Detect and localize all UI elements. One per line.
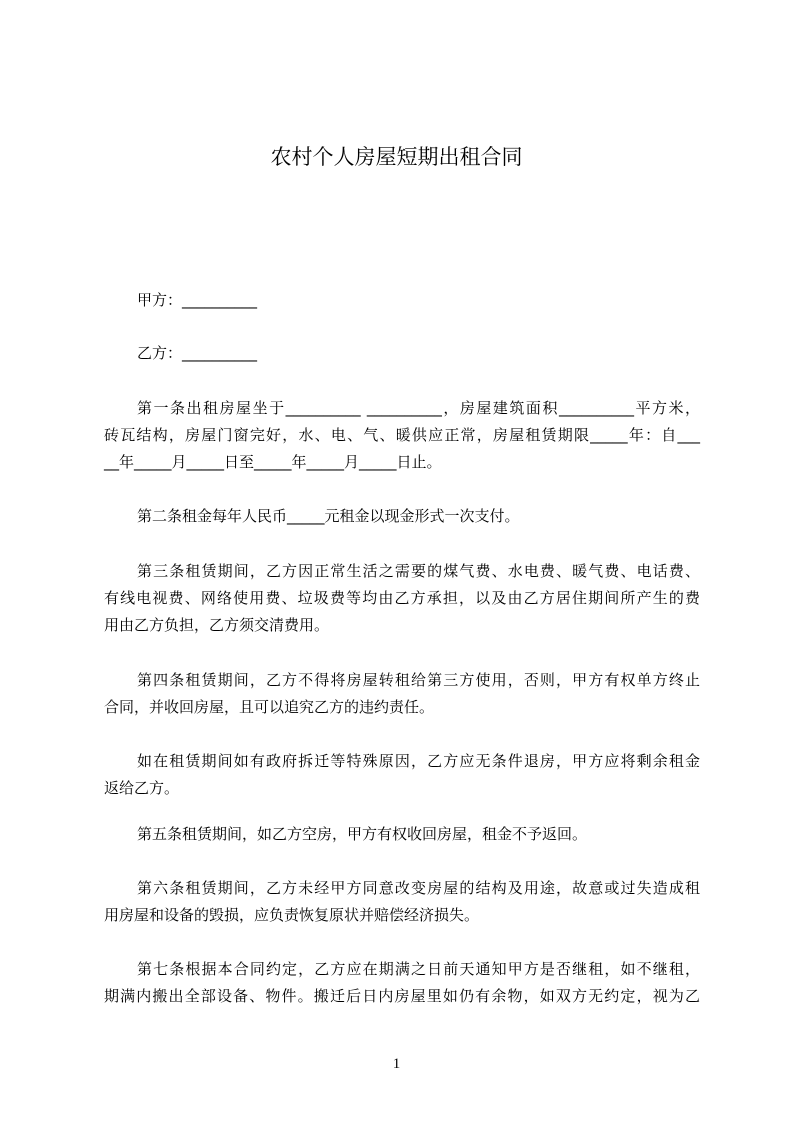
paragraph-line: 期满内搬出全部设备、物件。搬迁后日内房屋里如仍有余物，如双方无约定，视为乙 bbox=[104, 987, 700, 1005]
paragraph-line: 第七条根据本合同约定，乙方应在期满之日前天通知甲方是否继租，如不继租， bbox=[137, 960, 700, 978]
paragraph-line: 第一条出租房屋坐于__________ __________，房屋建筑面积__________平方米， bbox=[137, 399, 700, 417]
paragraph-line: 有线电视费、网络使用费、垃圾费等均由乙方承担，以及由乙方居住期间所产生的费 bbox=[104, 589, 700, 607]
paragraph-line: 合同，并收回房屋，且可以追究乙方的违约责任。 bbox=[104, 698, 435, 716]
paragraph-line: __年_____月_____日至_____年_____月_____日止。 bbox=[104, 453, 442, 471]
paragraph-line: 如在租赁期间如有政府拆迁等特殊原因，乙方应无条件退房，甲方应将剩余租金 bbox=[137, 752, 700, 770]
document-title: 农村个人房屋短期出租合同 bbox=[270, 145, 523, 169]
paragraph-line: 砖瓦结构，房屋门窗完好，水、电、气、暖供应正常，房屋租赁期限_____年：自___ bbox=[104, 426, 700, 444]
paragraph-line: 第六条租赁期间，乙方未经甲方同意改变房屋的结构及用途，故意或过失造成租 bbox=[137, 879, 700, 897]
party-a-line: 甲方：__________ bbox=[137, 291, 258, 309]
paragraph-line: 第二条租金每年人民币_____元租金以现金形式一次支付。 bbox=[137, 507, 520, 525]
party-b-line: 乙方：__________ bbox=[137, 344, 258, 362]
paragraph-line: 返给乙方。 bbox=[104, 779, 180, 797]
paragraph-line: 第四条租赁期间，乙方不得将房屋转租给第三方使用，否则，甲方有权单方终止 bbox=[137, 671, 700, 689]
paragraph-line: 用房屋和设备的毁损，应负责恢复原状并赔偿经济损失。 bbox=[104, 906, 480, 924]
page-number: 1 bbox=[392, 1056, 401, 1072]
paragraph-line: 第五条租赁期间，如乙方空房，甲方有权收回房屋，租金不予返回。 bbox=[137, 825, 588, 843]
paragraph-line: 第三条租赁期间，乙方因正常生活之需要的煤气费、水电费、暖气费、电话费、 bbox=[137, 562, 700, 580]
paragraph-line: 用由乙方负担，乙方须交清费用。 bbox=[104, 616, 330, 634]
